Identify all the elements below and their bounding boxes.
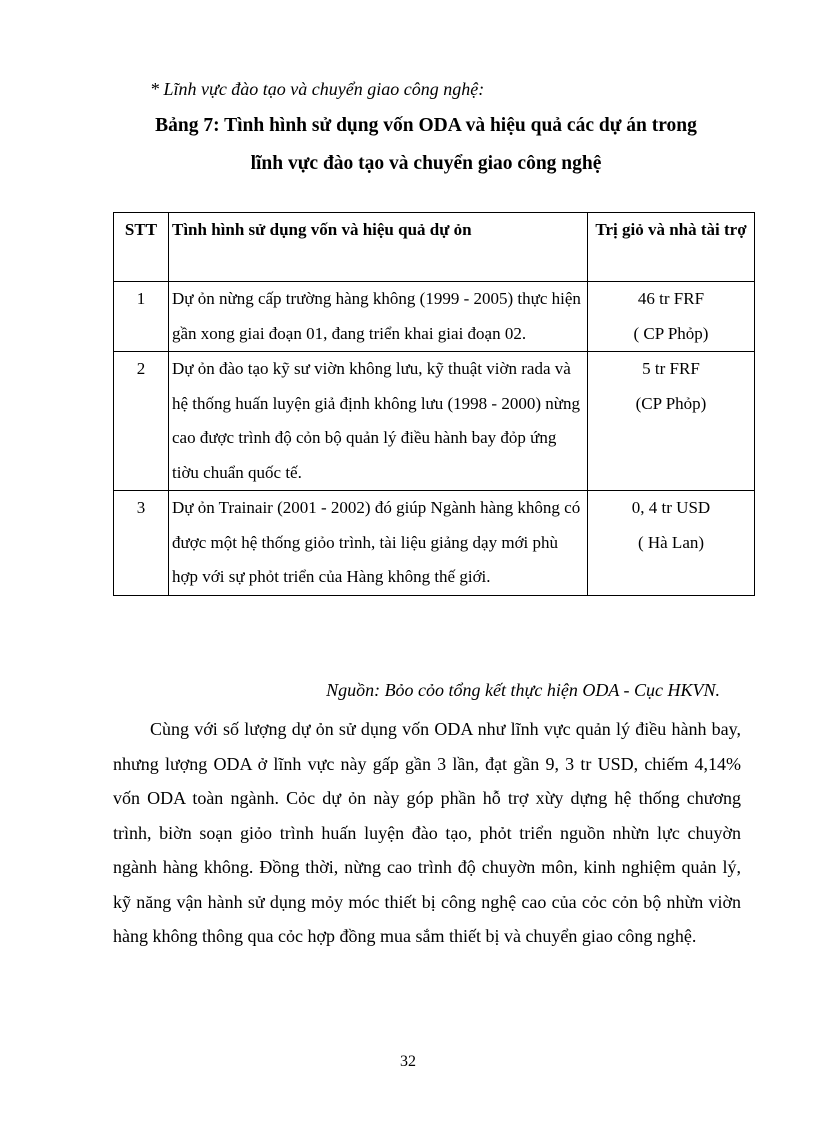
value-amount: 5 tr FRF (642, 359, 700, 378)
value-donor: ( Hà Lan) (637, 532, 705, 552)
body-paragraph: Cùng với số lượng dự ỏn sử dụng vốn ODA như lĩnh vực quản lý điều hành bay, nhưng lượng ODA ở lĩnh vực này gấp gần 3 lần, đạt gần 9, 3 tr USD, chiếm 4,14% vốn ODA toàn ngành. Cỏc dự ỏn này góp phần hỗ trợ xừy dựng hệ thống chương trình, biờn soạn giỏo trình huấn luyện đào tạo, phỏt triển nguồn nhừn lực chuyờn ngành hàng không. Đồng thời, nừng cao trình độ chuyờn môn, kinh nghiệm quản lý, kỹ năng vận hành sử dụng mỏy móc thiết bị công nghệ cao của cỏc cỏn bộ nhừn viờn hàng không thông qua cỏc hợp đồng mua sắm thiết bị và chuyển giao công nghệ. (113, 719, 741, 946)
oda-projects-table (113, 212, 755, 596)
cell-description: Dự ỏn Trainair (2001 - 2002) đó giúp Ngành hàng không có được một hệ thống giỏo trình, tài liệu giảng dạy mới phù hợp với sự phỏt triển của Hàng không thế giới. (169, 491, 588, 596)
cell-description: Dự ỏn nừng cấp trường hàng không (1999 - 2005) thực hiện gần xong giai đoạn 01, đang triển khai giai đoạn 02. (169, 282, 588, 352)
header-description: Tình hình sử dụng vốn và hiệu quả dự ỏn (169, 213, 588, 282)
cell-stt: 2 (114, 352, 169, 491)
value-amount: 0, 4 tr USD (631, 498, 711, 517)
table-title (100, 107, 752, 183)
table-row (114, 491, 755, 596)
cell-stt: 1 (114, 282, 169, 352)
value-donor: ( CP Phỏp) (633, 323, 709, 343)
section-note: * Lĩnh vực đào tạo và chuyển giao công nghệ: (150, 79, 485, 99)
table-row (114, 282, 755, 352)
cell-stt: 3 (114, 491, 169, 596)
table-header-row (114, 213, 755, 282)
value-amount: 46 tr FRF (637, 289, 705, 308)
page-number: 32 (400, 1053, 416, 1070)
source-citation: Nguồn: Bỏo cỏo tổng kết thực hiện ODA - Cục HKVN. (326, 680, 720, 700)
table-row (114, 352, 755, 491)
value-donor: (CP Phỏp) (635, 393, 707, 413)
header-value: Trị giỏ và nhà tài trợ (588, 213, 755, 282)
cell-value (588, 352, 755, 491)
cell-value (588, 491, 755, 596)
table-title-line-1: Bảng 7: Tình hình sử dụng vốn ODA và hiệu quả các dự án trong (155, 115, 697, 136)
cell-value (588, 282, 755, 352)
table-title-line-2: lĩnh vực đào tạo và chuyển giao công nghệ (250, 153, 602, 174)
header-stt: STT (114, 213, 169, 282)
cell-description: Dự ỏn đào tạo kỹ sư viờn không lưu, kỹ thuật viờn rada và hệ thống huấn luyện giả định không lưu (1998 - 2000) nừng cao được trình độ cỏn bộ quản lý điều hành bay đỏp ứng tiờu chuẩn quốc tế. (169, 352, 588, 491)
